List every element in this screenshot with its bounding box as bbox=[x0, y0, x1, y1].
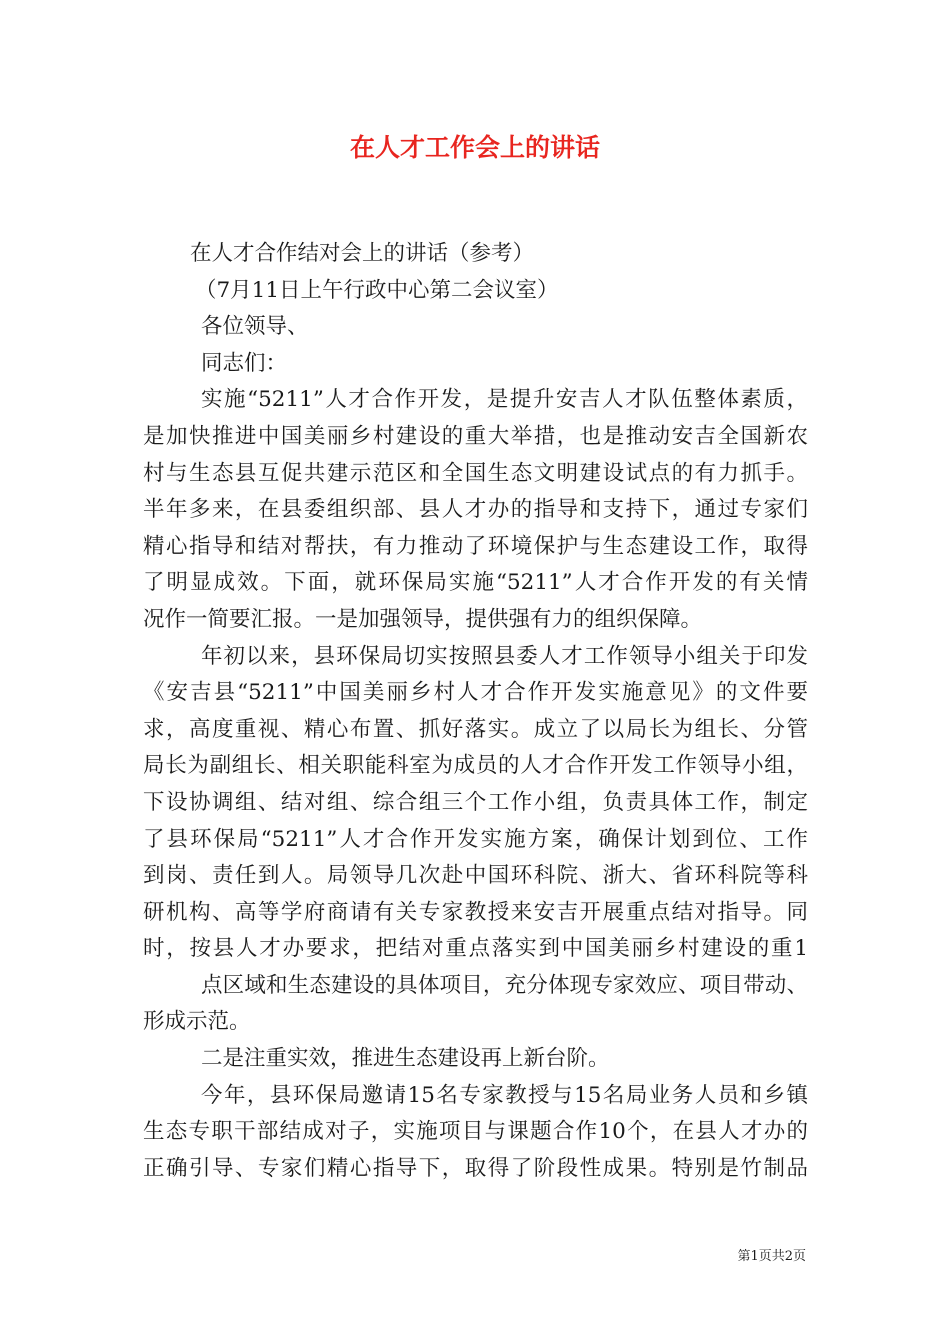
paragraph-line: 精心指导和结对帮扶，有力推动了环境保护与生态建设工作，取得 bbox=[143, 533, 808, 559]
paragraph-line: 村与生态县互促共建示范区和全国生态文明建设试点的有力抓手。 bbox=[143, 460, 808, 486]
paragraph-line: 今年，县环保局邀请15名专家教授与15名局业务人员和乡镇 bbox=[201, 1082, 808, 1108]
paragraph-line: 求，高度重视、精心布置、抓好落实。成立了以局长为组长、分管 bbox=[143, 716, 808, 742]
paragraph-line: 了明显成效。下面，就环保局实施“5211”人才合作开发的有关情 bbox=[143, 570, 808, 596]
paragraph-line: 了县环保局“5211”人才合作开发实施方案，确保计划到位、工作 bbox=[143, 826, 808, 852]
paragraph-line: 局长为副组长、相关职能科室为成员的人才合作开发工作领导小组， bbox=[143, 753, 808, 779]
paragraph-line: 下设协调组、结对组、综合组三个工作小组，负责具体工作，制定 bbox=[143, 789, 808, 815]
section-heading-line: 二是注重实效，推进生态建设再上新台阶。 bbox=[201, 1046, 610, 1072]
paragraph-line: 半年多来，在县委组织部、县人才办的指导和支持下，通过专家们 bbox=[143, 497, 808, 523]
paragraph-line: 生态专职干部结成对子，实施项目与课题合作10个，在县人才办的 bbox=[143, 1119, 808, 1145]
paragraph-line: 是加快推进中国美丽乡村建设的重大举措，也是推动安吉全国新农 bbox=[143, 423, 808, 449]
paragraph-line: 正确引导、专家们精心指导下，取得了阶段性成果。特别是竹制品 bbox=[143, 1155, 808, 1181]
subtitle-line: 在人才合作结对会上的讲话（参考） bbox=[190, 241, 535, 266]
paragraph-line: 点区域和生态建设的具体项目，充分体现专家效应、项目带动、 bbox=[201, 972, 808, 998]
document-title: 在人才工作会上的讲话 bbox=[349, 133, 600, 162]
page-number: 第1页共2页 bbox=[737, 1249, 806, 1264]
paragraph-line: 形成示范。 bbox=[143, 1009, 251, 1035]
paragraph-line: 《安吉县“5211”中国美丽乡村人才合作开发实施意见》的文件要 bbox=[143, 680, 808, 706]
salutation-line: 同志们： bbox=[201, 350, 288, 376]
salutation-line: 各位领导、 bbox=[201, 314, 309, 340]
paragraph-line: 时，按县人才办要求，把结对重点落实到中国美丽乡村建设的重1 bbox=[143, 936, 808, 962]
paragraph-line: 实施“5211”人才合作开发，是提升安吉人才队伍整体素质， bbox=[201, 387, 808, 413]
date-location-line: （7月11日上午行政中心第二会议室） bbox=[195, 277, 559, 303]
paragraph-line: 况作一简要汇报。一是加强领导，提供强有力的组织保障。 bbox=[143, 606, 703, 632]
document-body bbox=[143, 236, 808, 1187]
paragraph-line: 到岗、责任到人。局领导几次赴中国环科院、浙大、省环科院等科 bbox=[143, 863, 808, 889]
paragraph-line: 年初以来，县环保局切实按照县委人才工作领导小组关于印发 bbox=[201, 643, 808, 669]
paragraph-line: 研机构、高等学府商请有关专家教授来安吉开展重点结对指导。同 bbox=[143, 899, 808, 925]
